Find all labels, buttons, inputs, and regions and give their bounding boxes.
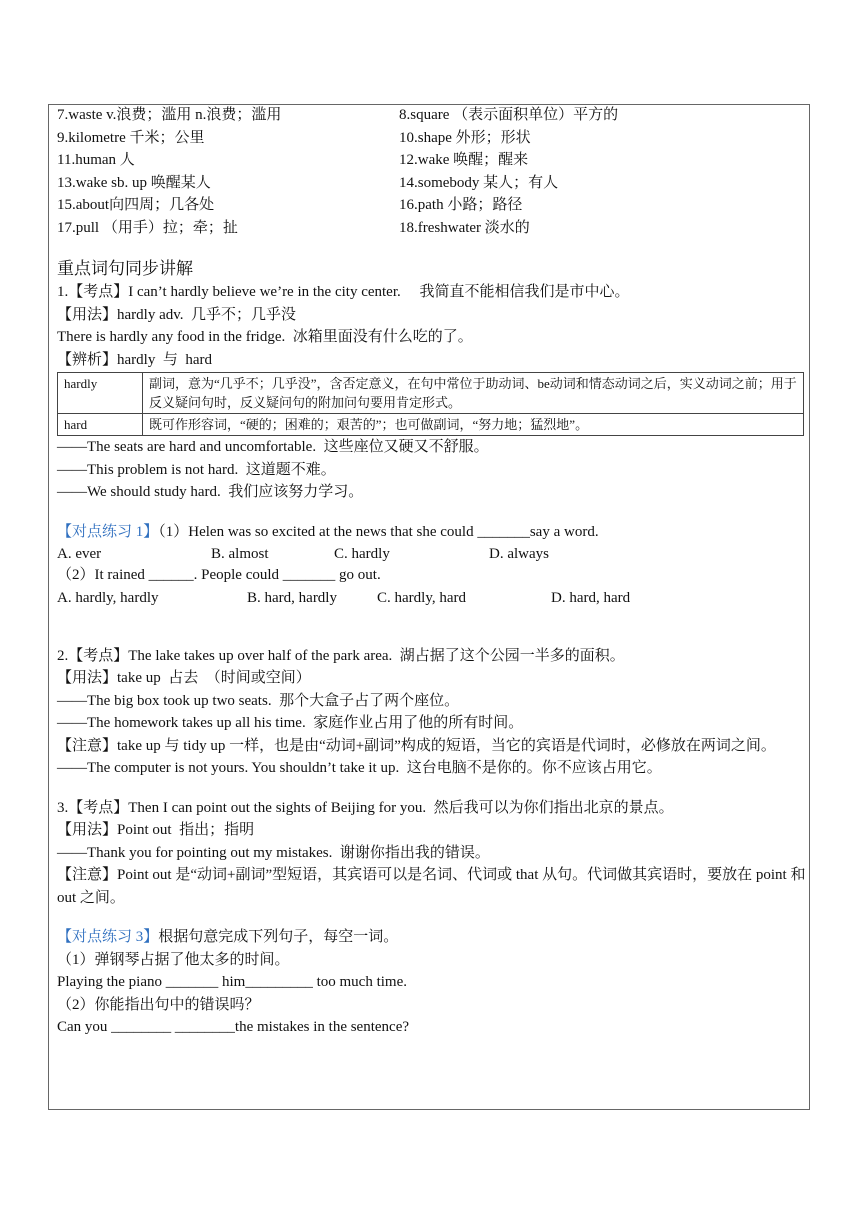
vocab-row <box>57 149 807 172</box>
practice-3-q2-english: Can you ________ ________the mistakes in the sentence? <box>57 1019 410 1035</box>
table-cell-word: hardly <box>58 373 143 414</box>
vocab-list <box>57 104 807 239</box>
point-1-comparison-heading: 【辨析】hardly 与 hard <box>57 351 212 368</box>
document-body <box>57 104 807 1039</box>
vocab-item: 7.waste v.浪费；滥用 n.浪费；滥用 <box>57 107 282 123</box>
example-sentence: ——We should study hard. 我们应该努力学习。 <box>57 484 364 500</box>
point-2-kaodian: 2.【考点】The lake takes up over half of the park area. 湖占据了这个公园一半多的面积。 <box>57 647 625 664</box>
vocab-row <box>57 194 807 217</box>
vocab-item: 18.freshwater 淡水的 <box>399 219 530 236</box>
table-row <box>58 414 804 436</box>
table-row <box>58 373 804 414</box>
point-1-example: There is hardly any food in the fridge. 冰箱里面没有什么吃的了。 <box>57 329 473 345</box>
example-sentence: ——The homework takes up all his time. 家庭作业占用了他的所有时间。 <box>57 715 524 731</box>
practice-1-options-2 <box>57 587 807 608</box>
vocab-item: 9.kilometre 千米；公里 <box>57 129 205 146</box>
point-2-note: 【注意】take up 与 tidy up 一样，也是由“动词+副词”构成的短语，当它的宾语是代词时，必修放在两词之间。 <box>57 737 776 754</box>
practice-1-options-1 <box>57 543 807 564</box>
vocab-item: 11.human 人 <box>57 152 135 168</box>
option: C. hardly <box>334 546 390 562</box>
example-sentence: ——The big box took up two seats. 那个大盒子占了两个座位。 <box>57 692 460 709</box>
point-3-note: 【注意】Point out 是“动词+副词”型短语，其宾语可以是名词、代词或 that 从句。代词做其宾语时，要放在 point 和 out 之间。 <box>57 867 806 906</box>
practice-1-question-2: （2）It rained ______. People could _______ go out. <box>57 567 381 583</box>
example-sentence: ——The seats are hard and uncomfortable. 这些座位又硬又不舒服。 <box>57 439 489 455</box>
vocab-row <box>57 172 807 195</box>
option: A. ever <box>57 546 102 562</box>
vocab-item: 16.path 小路；路径 <box>399 197 523 213</box>
option: C. hardly, hard <box>377 589 467 606</box>
vocab-row <box>57 127 807 150</box>
practice-3-q1-english: Playing the piano _______ him_________ too much time. <box>57 974 407 990</box>
practice-1-question-1: 【对点练习 1】（1）Helen was so excited at the news that she could _______say a word. <box>57 523 599 540</box>
example-sentence: ——This problem is not hard. 这道题不难。 <box>57 461 336 478</box>
vocab-item: 8.square （表示面积单位）平方的 <box>399 107 619 123</box>
vocab-item: 13.wake sb. up 唤醒某人 <box>57 174 211 191</box>
practice-label: 【对点练习 1】 <box>57 523 159 540</box>
vocab-item: 15.about向四周；几各处 <box>57 197 215 213</box>
point-1-kaodian: 1.【考点】I can’t hardly believe we’re in the city center. 我简直不能相信我们是市中心。 <box>57 284 630 300</box>
section-title: 重点词句同步讲解 <box>57 259 193 278</box>
practice-3-instruction: 【对点练习 3】根据句意完成下列句子，每空一词。 <box>57 929 399 945</box>
practice-label: 【对点练习 3】 <box>57 929 159 945</box>
option: D. always <box>489 546 549 562</box>
point-1-usage: 【用法】hardly adv. 几乎不；几乎没 <box>57 306 297 323</box>
table-cell-desc: 既可作形容词，“硬的；困难的；艰苦的”；也可做副词，“努力地；猛烈地”。 <box>143 414 804 436</box>
table-cell-word: hard <box>58 414 143 436</box>
practice-3-q1-chinese: （1）弹钢琴占据了他太多的时间。 <box>57 951 290 968</box>
vocab-row <box>57 217 807 240</box>
example-sentence: ——The computer is not yours. You shouldn’t take it up. 这台电脑不是你的。你不应该占用它。 <box>57 760 662 776</box>
comparison-table <box>57 372 804 436</box>
option: B. hard, hardly <box>247 589 337 606</box>
option: D. hard, hard <box>551 589 631 606</box>
point-3-usage: 【用法】Point out 指出；指明 <box>57 822 255 838</box>
table-cell-desc: 副词，意为“几乎不；几乎没”，含否定意义，在句中常位于助动词、be动词和情态动词之后，实义动词之前；用于反义疑问句时，反义疑问句的附加问句要用肯定形式。 <box>143 373 804 414</box>
example-sentence: ——Thank you for pointing out my mistakes. 谢谢你指出我的错误。 <box>57 844 490 861</box>
vocab-item: 14.somebody 某人；有人 <box>399 174 559 191</box>
vocab-item: 12.wake 唤醒；醒来 <box>399 152 529 168</box>
point-3-kaodian: 3.【考点】Then I can point out the sights of Beijing for you. 然后我可以为你们指出北京的景点。 <box>57 799 674 816</box>
vocab-row <box>57 104 807 127</box>
vocab-item: 17.pull （用手）拉；牵；扯 <box>57 219 238 236</box>
option: A. hardly, hardly <box>57 589 159 606</box>
point-2-usage: 【用法】take up 占去 （时间或空间） <box>57 670 311 686</box>
option: B. almost <box>211 546 269 562</box>
practice-3-q2-chinese: （2）你能指出句中的错误吗？ <box>57 996 260 1013</box>
vocab-item: 10.shape 外形；形状 <box>399 129 531 146</box>
